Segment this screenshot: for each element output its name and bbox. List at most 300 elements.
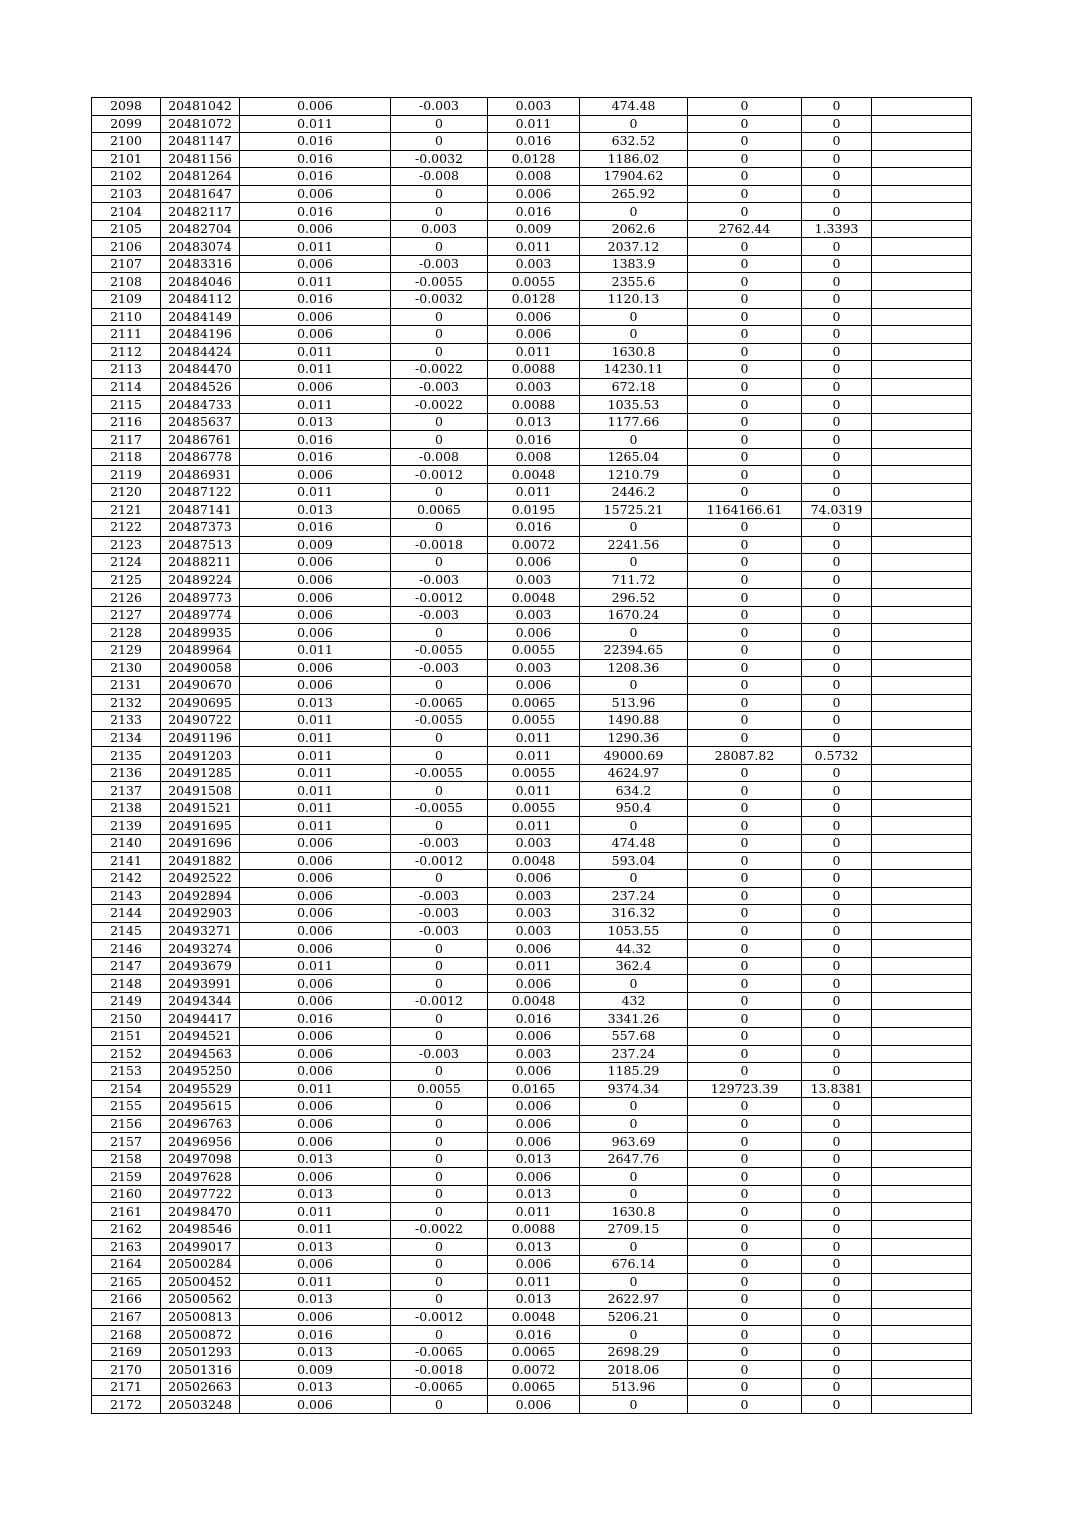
id-cell: 20489935 <box>161 624 240 642</box>
blank-cell <box>872 887 972 905</box>
id-cell: 20503248 <box>161 1396 240 1414</box>
id-cell: 20484149 <box>161 308 240 326</box>
value-c-cell: 0.008 <box>488 448 580 466</box>
row-index-cell: 2142 <box>92 870 161 888</box>
value-e-cell: 0 <box>688 484 802 502</box>
blank-cell <box>872 1080 972 1098</box>
value-e-cell: 0 <box>688 1063 802 1081</box>
value-b-cell: -0.003 <box>391 922 488 940</box>
row-index-cell: 2107 <box>92 255 161 273</box>
blank-cell <box>872 536 972 554</box>
value-d-cell: 0 <box>580 817 688 835</box>
value-e-cell: 0 <box>688 554 802 572</box>
ratio-cell: 0 <box>802 1361 872 1379</box>
value-a-cell: 0.011 <box>240 361 391 379</box>
value-b-cell: -0.0055 <box>391 764 488 782</box>
ratio-cell: 13.8381 <box>802 1080 872 1098</box>
blank-cell <box>872 413 972 431</box>
value-b-cell: 0 <box>391 677 488 695</box>
table-row <box>92 273 972 291</box>
value-c-cell: 0.006 <box>488 870 580 888</box>
row-index-cell: 2103 <box>92 185 161 203</box>
row-index-cell: 2141 <box>92 852 161 870</box>
data-table <box>91 97 972 1414</box>
row-index-cell: 2118 <box>92 448 161 466</box>
table-row <box>92 396 972 414</box>
ratio-cell: 0 <box>802 624 872 642</box>
blank-cell <box>872 712 972 730</box>
id-cell: 20493274 <box>161 940 240 958</box>
value-c-cell: 0.011 <box>488 817 580 835</box>
value-c-cell: 0.006 <box>488 1063 580 1081</box>
ratio-cell: 0 <box>802 448 872 466</box>
value-a-cell: 0.011 <box>240 712 391 730</box>
blank-cell <box>872 361 972 379</box>
value-c-cell: 0.011 <box>488 1273 580 1291</box>
value-a-cell: 0.011 <box>240 782 391 800</box>
value-c-cell: 0.003 <box>488 922 580 940</box>
value-c-cell: 0.0048 <box>488 589 580 607</box>
value-a-cell: 0.006 <box>240 870 391 888</box>
value-d-cell: 0 <box>580 308 688 326</box>
row-index-cell: 2131 <box>92 677 161 695</box>
value-e-cell: 0 <box>688 852 802 870</box>
value-d-cell: 2062.6 <box>580 220 688 238</box>
blank-cell <box>872 291 972 309</box>
row-index-cell: 2143 <box>92 887 161 905</box>
ratio-cell: 0 <box>802 677 872 695</box>
value-b-cell: 0 <box>391 747 488 765</box>
id-cell: 20482117 <box>161 203 240 221</box>
blank-cell <box>872 659 972 677</box>
value-c-cell: 0.006 <box>488 308 580 326</box>
row-index-cell: 2168 <box>92 1326 161 1344</box>
value-e-cell: 28087.82 <box>688 747 802 765</box>
value-b-cell: 0 <box>391 729 488 747</box>
blank-cell <box>872 1027 972 1045</box>
value-d-cell: 432 <box>580 992 688 1010</box>
blank-cell <box>872 1378 972 1396</box>
ratio-cell: 0 <box>802 1063 872 1081</box>
ratio-cell: 0 <box>802 1291 872 1309</box>
value-d-cell: 474.48 <box>580 98 688 116</box>
ratio-cell: 0 <box>802 255 872 273</box>
value-b-cell: 0 <box>391 1396 488 1414</box>
value-a-cell: 0.006 <box>240 378 391 396</box>
ratio-cell: 0 <box>802 571 872 589</box>
row-index-cell: 2145 <box>92 922 161 940</box>
ratio-cell: 0 <box>802 905 872 923</box>
row-index-cell: 2153 <box>92 1063 161 1081</box>
table-row <box>92 1168 972 1186</box>
id-cell: 20485637 <box>161 413 240 431</box>
id-cell: 20492522 <box>161 870 240 888</box>
blank-cell <box>872 1291 972 1309</box>
blank-cell <box>872 466 972 484</box>
value-d-cell: 1290.36 <box>580 729 688 747</box>
value-e-cell: 0 <box>688 1291 802 1309</box>
value-a-cell: 0.013 <box>240 1343 391 1361</box>
ratio-cell: 0 <box>802 1027 872 1045</box>
id-cell: 20499017 <box>161 1238 240 1256</box>
row-index-cell: 2106 <box>92 238 161 256</box>
ratio-cell: 0 <box>802 554 872 572</box>
value-b-cell: -0.0065 <box>391 1343 488 1361</box>
value-e-cell: 0 <box>688 343 802 361</box>
row-index-cell: 2119 <box>92 466 161 484</box>
id-cell: 20489773 <box>161 589 240 607</box>
value-e-cell: 0 <box>688 291 802 309</box>
ratio-cell: 0 <box>802 1256 872 1274</box>
value-b-cell: -0.0055 <box>391 273 488 291</box>
ratio-cell: 0 <box>802 536 872 554</box>
value-e-cell: 0 <box>688 712 802 730</box>
blank-cell <box>872 501 972 519</box>
table-row <box>92 554 972 572</box>
blank-cell <box>872 1326 972 1344</box>
table-row <box>92 203 972 221</box>
value-a-cell: 0.011 <box>240 1080 391 1098</box>
value-b-cell: 0 <box>391 975 488 993</box>
id-cell: 20481264 <box>161 168 240 186</box>
id-cell: 20481647 <box>161 185 240 203</box>
table-row <box>92 1256 972 1274</box>
value-c-cell: 0.011 <box>488 1203 580 1221</box>
value-b-cell: 0 <box>391 1010 488 1028</box>
value-a-cell: 0.016 <box>240 431 391 449</box>
blank-cell <box>872 606 972 624</box>
value-b-cell: 0.0055 <box>391 1080 488 1098</box>
row-index-cell: 2151 <box>92 1027 161 1045</box>
value-e-cell: 0 <box>688 764 802 782</box>
row-index-cell: 2117 <box>92 431 161 449</box>
table-row <box>92 519 972 537</box>
table-row <box>92 1115 972 1133</box>
value-d-cell: 0 <box>580 677 688 695</box>
value-d-cell: 265.92 <box>580 185 688 203</box>
value-b-cell: -0.003 <box>391 255 488 273</box>
ratio-cell: 0 <box>802 799 872 817</box>
value-b-cell: -0.003 <box>391 378 488 396</box>
value-b-cell: -0.0032 <box>391 291 488 309</box>
ratio-cell: 0 <box>802 308 872 326</box>
value-d-cell: 0 <box>580 519 688 537</box>
value-b-cell: -0.0055 <box>391 799 488 817</box>
value-a-cell: 0.011 <box>240 747 391 765</box>
value-a-cell: 0.016 <box>240 1010 391 1028</box>
table-row <box>92 694 972 712</box>
value-d-cell: 1670.24 <box>580 606 688 624</box>
ratio-cell: 0 <box>802 1150 872 1168</box>
id-cell: 20491521 <box>161 799 240 817</box>
value-b-cell: -0.0055 <box>391 712 488 730</box>
id-cell: 20484733 <box>161 396 240 414</box>
value-a-cell: 0.006 <box>240 98 391 116</box>
id-cell: 20500284 <box>161 1256 240 1274</box>
value-c-cell: 0.016 <box>488 133 580 151</box>
table-row <box>92 185 972 203</box>
table-row <box>92 1396 972 1414</box>
ratio-cell: 0 <box>802 431 872 449</box>
value-b-cell: 0 <box>391 519 488 537</box>
ratio-cell: 0 <box>802 1308 872 1326</box>
ratio-cell: 0 <box>802 641 872 659</box>
value-b-cell: 0 <box>391 1291 488 1309</box>
ratio-cell: 0 <box>802 343 872 361</box>
value-c-cell: 0.0128 <box>488 150 580 168</box>
value-c-cell: 0.0055 <box>488 799 580 817</box>
blank-cell <box>872 729 972 747</box>
table-row <box>92 1027 972 1045</box>
row-index-cell: 2169 <box>92 1343 161 1361</box>
id-cell: 20489774 <box>161 606 240 624</box>
value-e-cell: 0 <box>688 694 802 712</box>
blank-cell <box>872 1238 972 1256</box>
blank-cell <box>872 519 972 537</box>
ratio-cell: 0 <box>802 957 872 975</box>
value-a-cell: 0.009 <box>240 1361 391 1379</box>
ratio-cell: 0 <box>802 1221 872 1239</box>
table-row <box>92 1150 972 1168</box>
row-index-cell: 2104 <box>92 203 161 221</box>
table-row <box>92 168 972 186</box>
row-index-cell: 2116 <box>92 413 161 431</box>
blank-cell <box>872 834 972 852</box>
id-cell: 20486931 <box>161 466 240 484</box>
value-e-cell: 0 <box>688 1308 802 1326</box>
id-cell: 20492903 <box>161 905 240 923</box>
value-c-cell: 0.006 <box>488 326 580 344</box>
blank-cell <box>872 1133 972 1151</box>
value-d-cell: 0 <box>580 1115 688 1133</box>
value-b-cell: -0.003 <box>391 571 488 589</box>
table-row <box>92 1133 972 1151</box>
row-index-cell: 2150 <box>92 1010 161 1028</box>
value-b-cell: -0.0012 <box>391 466 488 484</box>
row-index-cell: 2138 <box>92 799 161 817</box>
row-index-cell: 2108 <box>92 273 161 291</box>
value-e-cell: 0 <box>688 1238 802 1256</box>
ratio-cell: 0 <box>802 870 872 888</box>
value-d-cell: 5206.21 <box>580 1308 688 1326</box>
value-e-cell: 0 <box>688 255 802 273</box>
blank-cell <box>872 1221 972 1239</box>
table-row <box>92 1343 972 1361</box>
value-d-cell: 0 <box>580 1168 688 1186</box>
value-a-cell: 0.013 <box>240 1378 391 1396</box>
value-d-cell: 0 <box>580 554 688 572</box>
ratio-cell: 0 <box>802 1273 872 1291</box>
blank-cell <box>872 694 972 712</box>
row-index-cell: 2115 <box>92 396 161 414</box>
row-index-cell: 2170 <box>92 1361 161 1379</box>
value-a-cell: 0.006 <box>240 606 391 624</box>
value-d-cell: 237.24 <box>580 887 688 905</box>
value-c-cell: 0.006 <box>488 554 580 572</box>
value-c-cell: 0.0055 <box>488 764 580 782</box>
id-cell: 20490722 <box>161 712 240 730</box>
value-b-cell: 0 <box>391 554 488 572</box>
value-a-cell: 0.011 <box>240 729 391 747</box>
value-b-cell: 0.003 <box>391 220 488 238</box>
ratio-cell: 0 <box>802 764 872 782</box>
table-row <box>92 764 972 782</box>
id-cell: 20502663 <box>161 1378 240 1396</box>
value-b-cell: 0 <box>391 326 488 344</box>
row-index-cell: 2133 <box>92 712 161 730</box>
ratio-cell: 0 <box>802 1326 872 1344</box>
value-e-cell: 0 <box>688 1221 802 1239</box>
value-c-cell: 0.0065 <box>488 1378 580 1396</box>
blank-cell <box>872 1045 972 1063</box>
value-e-cell: 0 <box>688 1203 802 1221</box>
id-cell: 20484112 <box>161 291 240 309</box>
value-e-cell: 0 <box>688 413 802 431</box>
value-d-cell: 316.32 <box>580 905 688 923</box>
blank-cell <box>872 1098 972 1116</box>
value-a-cell: 0.006 <box>240 659 391 677</box>
id-cell: 20487122 <box>161 484 240 502</box>
value-b-cell: -0.0018 <box>391 1361 488 1379</box>
value-e-cell: 0 <box>688 1185 802 1203</box>
value-c-cell: 0.003 <box>488 606 580 624</box>
blank-cell <box>872 1256 972 1274</box>
value-a-cell: 0.006 <box>240 1168 391 1186</box>
ratio-cell: 0 <box>802 1238 872 1256</box>
value-d-cell: 593.04 <box>580 852 688 870</box>
id-cell: 20490670 <box>161 677 240 695</box>
row-index-cell: 2157 <box>92 1133 161 1151</box>
blank-cell <box>872 589 972 607</box>
value-c-cell: 0.011 <box>488 957 580 975</box>
value-d-cell: 15725.21 <box>580 501 688 519</box>
value-e-cell: 0 <box>688 203 802 221</box>
blank-cell <box>872 238 972 256</box>
id-cell: 20484424 <box>161 343 240 361</box>
value-d-cell: 9374.34 <box>580 1080 688 1098</box>
value-d-cell: 2647.76 <box>580 1150 688 1168</box>
value-c-cell: 0.006 <box>488 185 580 203</box>
value-a-cell: 0.016 <box>240 168 391 186</box>
table-row <box>92 992 972 1010</box>
value-c-cell: 0.0048 <box>488 466 580 484</box>
table-row <box>92 606 972 624</box>
value-b-cell: -0.0065 <box>391 1378 488 1396</box>
table-row <box>92 1080 972 1098</box>
value-d-cell: 1630.8 <box>580 1203 688 1221</box>
blank-cell <box>872 957 972 975</box>
value-e-cell: 0 <box>688 1150 802 1168</box>
row-index-cell: 2154 <box>92 1080 161 1098</box>
ratio-cell: 0 <box>802 1133 872 1151</box>
row-index-cell: 2136 <box>92 764 161 782</box>
table-row <box>92 677 972 695</box>
ratio-cell: 0 <box>802 1098 872 1116</box>
blank-cell <box>872 115 972 133</box>
table-row <box>92 115 972 133</box>
value-b-cell: 0 <box>391 1133 488 1151</box>
value-a-cell: 0.006 <box>240 677 391 695</box>
value-a-cell: 0.006 <box>240 1045 391 1063</box>
value-c-cell: 0.006 <box>488 1133 580 1151</box>
row-index-cell: 2172 <box>92 1396 161 1414</box>
row-index-cell: 2162 <box>92 1221 161 1239</box>
blank-cell <box>872 1010 972 1028</box>
value-b-cell: -0.0012 <box>391 589 488 607</box>
value-d-cell: 0 <box>580 115 688 133</box>
value-c-cell: 0.006 <box>488 1256 580 1274</box>
id-cell: 20500872 <box>161 1326 240 1344</box>
ratio-cell: 0 <box>802 203 872 221</box>
id-cell: 20495529 <box>161 1080 240 1098</box>
row-index-cell: 2099 <box>92 115 161 133</box>
blank-cell <box>872 870 972 888</box>
value-a-cell: 0.016 <box>240 448 391 466</box>
row-index-cell: 2125 <box>92 571 161 589</box>
table-row <box>92 782 972 800</box>
value-e-cell: 0 <box>688 308 802 326</box>
ratio-cell: 0 <box>802 115 872 133</box>
ratio-cell: 0 <box>802 729 872 747</box>
value-a-cell: 0.006 <box>240 571 391 589</box>
value-b-cell: -0.0012 <box>391 852 488 870</box>
value-e-cell: 0 <box>688 466 802 484</box>
row-index-cell: 2147 <box>92 957 161 975</box>
blank-cell <box>872 1063 972 1081</box>
blank-cell <box>872 940 972 958</box>
value-b-cell: 0 <box>391 957 488 975</box>
value-e-cell: 0 <box>688 606 802 624</box>
ratio-cell: 0 <box>802 1185 872 1203</box>
value-d-cell: 0 <box>580 203 688 221</box>
id-cell: 20490058 <box>161 659 240 677</box>
ratio-cell: 0 <box>802 817 872 835</box>
value-c-cell: 0.0048 <box>488 852 580 870</box>
value-b-cell: 0 <box>391 1115 488 1133</box>
value-c-cell: 0.008 <box>488 168 580 186</box>
value-e-cell: 0 <box>688 1045 802 1063</box>
row-index-cell: 2134 <box>92 729 161 747</box>
value-b-cell: 0 <box>391 133 488 151</box>
blank-cell <box>872 484 972 502</box>
value-a-cell: 0.006 <box>240 1115 391 1133</box>
value-e-cell: 0 <box>688 519 802 537</box>
value-c-cell: 0.006 <box>488 1027 580 1045</box>
table-row <box>92 255 972 273</box>
row-index-cell: 2100 <box>92 133 161 151</box>
value-d-cell: 2355.6 <box>580 273 688 291</box>
value-a-cell: 0.006 <box>240 922 391 940</box>
table-row <box>92 308 972 326</box>
value-c-cell: 0.016 <box>488 431 580 449</box>
value-b-cell: -0.0012 <box>391 992 488 1010</box>
value-c-cell: 0.013 <box>488 413 580 431</box>
value-d-cell: 362.4 <box>580 957 688 975</box>
value-b-cell: 0 <box>391 1150 488 1168</box>
value-c-cell: 0.011 <box>488 729 580 747</box>
value-a-cell: 0.011 <box>240 641 391 659</box>
value-a-cell: 0.011 <box>240 1203 391 1221</box>
ratio-cell: 0 <box>802 168 872 186</box>
ratio-cell: 0 <box>802 1203 872 1221</box>
value-e-cell: 0 <box>688 431 802 449</box>
value-d-cell: 0 <box>580 624 688 642</box>
value-d-cell: 0 <box>580 1273 688 1291</box>
id-cell: 20500813 <box>161 1308 240 1326</box>
value-e-cell: 0 <box>688 589 802 607</box>
ratio-cell: 0 <box>802 1378 872 1396</box>
value-d-cell: 0 <box>580 1326 688 1344</box>
